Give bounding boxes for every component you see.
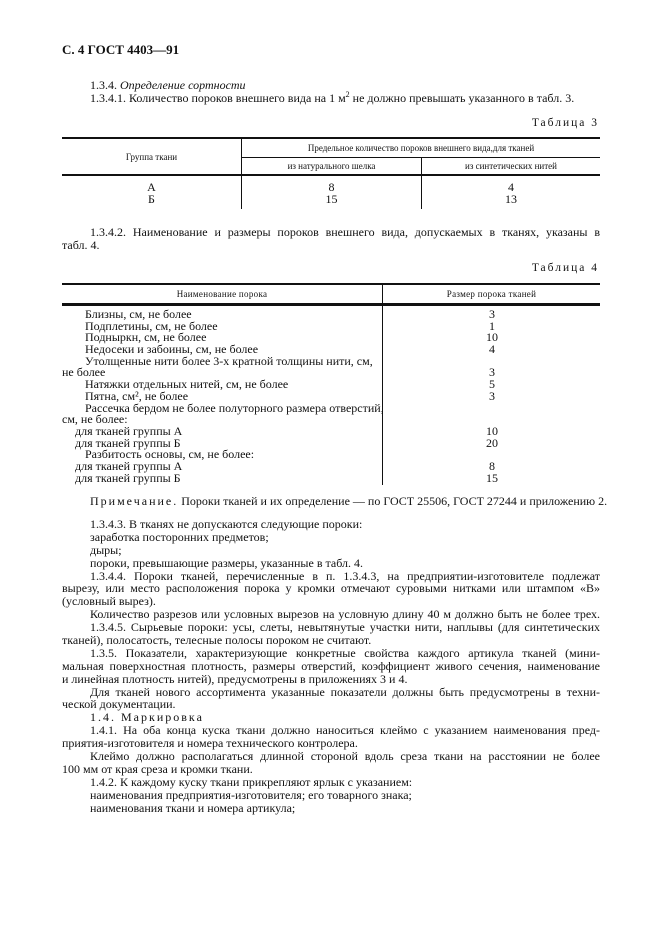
defect-name: Разбитость основы, см, не более: [85,447,255,462]
table-3 [62,137,600,209]
text-line: наименования ткани и номера артикула; [90,800,296,815]
col-header-synth: из синтетических нитей [422,157,601,175]
defect-name: см, не более: [62,412,128,427]
text-line: 1.4.2. К каждому куску ткани прикрепляют ярлык с указанием: [90,774,413,789]
defect-size: 15 [486,470,498,485]
text-line: Количество разрезов или условных вырезов на условную длину 40 м должно быть не более трех. [90,607,600,622]
defect-name: Недосеки и забоины, см, не более [85,342,259,357]
note-label: Примечание. [90,494,179,508]
text-line: Клеймо должно располагаться длинной стороной вдоль среза ткани на расстоянии не более [90,749,600,764]
defect-size: 4 [489,342,495,357]
cell-synth: 13 [505,192,517,206]
text-line: приятия-изготовителя и номера технического контролера. [62,736,358,751]
table-row [62,470,600,485]
defect-name: Подныркн, см, не более [85,330,207,345]
text-line: мальная поверхностная плотность, размеры отверстий, коэффициент живого сечения, наименование [62,658,600,673]
defect-name: Пятна, см², не более [85,388,189,403]
text-line: 1.3.4.2. Наименование и размеры пороков внешнего вида, допускаемых в тканях, указаны в [90,225,600,239]
defect-name: не более [62,365,106,380]
defect-name: для тканей группы А [75,458,183,473]
cell-silk: 15 [242,193,422,209]
section-title: Определение сортности [120,78,246,92]
table-3-caption: Таблица 3 [531,117,599,129]
cell-group: Б [62,193,242,209]
defect-size: 20 [486,435,498,450]
defect-name: для тканей группы Б [75,470,181,485]
table-4-body [62,309,600,484]
text-line: 1.3.4.5. Сырьевые пороки: усы, слеты, невытянутые участки нити, наплывы (для синтетических [90,620,600,635]
table-4-top-rule [62,283,600,285]
defect-size: 8 [489,458,495,473]
text-line: Для тканей нового ассортимента указанные показатели должны быть предусмотрены в техни- [90,684,600,699]
text-line: 1.3.4.4. Пороки тканей, перечисленные в п. 1.3.4.3, на предприятии-изготовителе подлежат [90,568,600,583]
table-row [62,175,600,193]
text-line: табл. 4. [62,238,100,252]
superscript: 2 [345,90,350,99]
cell-group: А [62,175,242,193]
col-header-silk: из натурального шелка [242,157,422,175]
table-row [62,400,600,415]
note-text: Пороки тканей и их определение — по ГОСТ 25506, ГОСТ 27244 и приложению 2. [178,494,608,508]
text-line: вырезу, или место расположения порока у кромки отмечают суровыми нитками или штампом «В» [62,581,600,596]
paragraph-1-3-4-2 [62,226,600,252]
text-line: тканей), полосатость, телесные полосы пороком не считают. [62,633,372,648]
defect-size: 1 [489,318,495,333]
text-line: заработка посторонних предметов; [90,529,269,544]
paragraph-1-3-4-1 [90,92,574,105]
col-header-name: Наименование порока [176,289,268,299]
table-4-caption: Таблица 4 [531,262,599,274]
defect-name: Подплетины, см, не более [85,318,218,333]
text-line: 1.3.5. Показатели, характеризующие конкретные свойства каждого артикула тканей (мини- [90,645,600,660]
defect-name: Натяжки отдельных нитей, см, не более [85,377,289,392]
text-line: наименования предприятия-изготовителя; его товарного знака; [90,787,412,802]
text-line: 1.4. Маркировка [90,710,204,725]
defect-name: Утолщенные нити более 3-х кратной толщины нити, см, [85,353,373,368]
defect-size: 3 [489,307,495,321]
col-header-limit: Предельное количество пороков внешнего вида,для тканей [242,138,601,157]
table-4-header-rule [62,303,600,306]
defect-size: 10 [486,330,498,345]
defect-size: 10 [486,423,498,438]
text-line: пороки, превышающие размеры, указанные в табл. 4. [90,555,363,570]
text-line: ческой документации. [62,697,176,712]
table-row [62,353,600,368]
defect-name: Рассечка бердом не более полуторного размера отверстий, [85,400,384,415]
defect-name: Близны, см, не более [85,307,192,321]
defect-name: для тканей группы Б [75,435,181,450]
defect-size: 5 [489,377,495,392]
defect-size: 3 [489,388,495,403]
page-header: С. 4 ГОСТ 4403—91 [62,42,180,57]
text: не должно превышать указанного в табл. 3. [349,91,575,105]
body-text [62,518,600,814]
cell-synth: 4 [508,180,514,194]
table-4-note [90,495,607,508]
col-header-size: Размер порока тканей [446,289,537,299]
text-line: (условный вырез). [62,594,156,609]
text-line: 1.3.4.3. В тканях не допускаются следующие пороки: [90,517,363,531]
cell-silk: 8 [242,175,422,193]
text-line: 1.4.1. На оба конца куска ткани должно наноситься клеймо с указанием наименования пред- [90,723,600,738]
text-line: дыры; [90,542,122,557]
text: 1.3.4.1. Количество пороков внешнего вида на 1 м [90,91,346,105]
defect-size: 3 [489,365,495,380]
text-line: и линейная плотность нитей), предусмотрены в приложениях 3 и 4. [62,671,408,686]
section-number: 1.3.4. [90,78,117,92]
text-line: 100 мм от края среза и кромки ткани. [62,761,253,776]
table-row [62,193,600,209]
defect-name: для тканей группы А [75,423,183,438]
col-header-group: Группа ткани [62,138,242,175]
